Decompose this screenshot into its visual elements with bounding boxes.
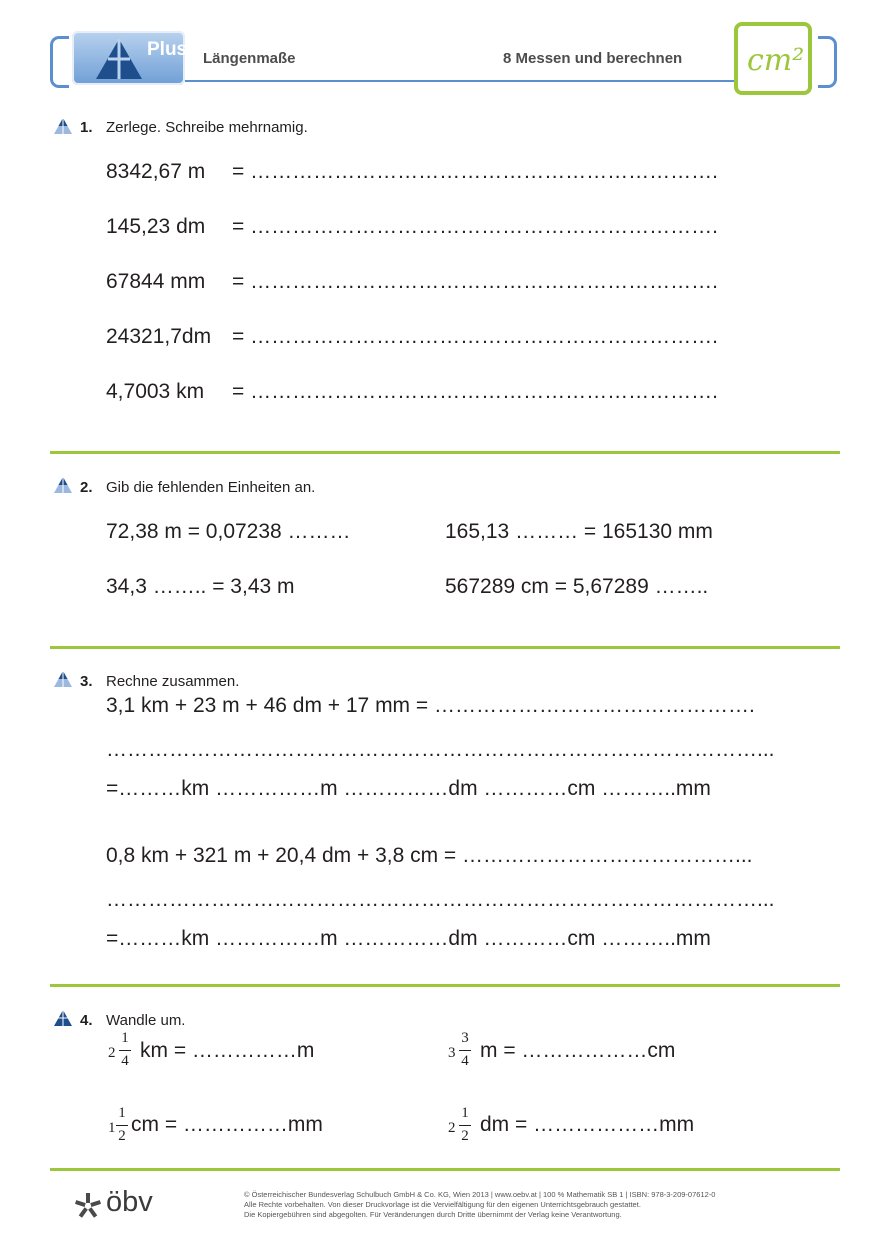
- task-1-answer-line[interactable]: = ………………………………………………………….: [232, 215, 718, 238]
- task-3-instruction: Rechne zusammen.: [106, 673, 240, 690]
- task-3-unit-line[interactable]: =………km ……………m ……………dm …………cm ………..mm: [106, 777, 711, 800]
- task-2-item[interactable]: 567289 cm = 5,67289 ……..: [445, 575, 709, 598]
- fraction-denominator: 2: [118, 1128, 126, 1144]
- task-difficulty-icon: [53, 117, 73, 135]
- fraction-whole: 3: [448, 1045, 456, 1061]
- cm2-badge: [734, 22, 812, 95]
- task-1-row-label: 24321,7dm: [106, 325, 212, 348]
- section-divider: [50, 646, 840, 649]
- task-1-answer-line[interactable]: = ………………………………………………………….: [232, 325, 718, 348]
- oebv-star-icon: [74, 1192, 102, 1220]
- fraction-numerator: 1: [118, 1105, 126, 1121]
- fraction-bar: [116, 1125, 128, 1126]
- fraction-bar: [459, 1125, 471, 1126]
- header-rule: [185, 80, 735, 82]
- task-4-number: 4.: [80, 1012, 93, 1029]
- task-4-conversion[interactable]: km = ……………m: [140, 1039, 315, 1062]
- task-3-number: 3.: [80, 673, 93, 690]
- task-difficulty-icon: [53, 476, 73, 494]
- publisher-logo: öbv: [106, 1186, 153, 1218]
- task-1-row-label: 145,23 dm: [106, 215, 206, 238]
- section-divider: [50, 1168, 840, 1171]
- header-chapter: 8 Messen und berechnen: [503, 50, 683, 67]
- fraction-numerator: 1: [121, 1030, 129, 1046]
- task-1-answer-line[interactable]: = ………………………………………………………….: [232, 380, 718, 403]
- task-2-item[interactable]: 72,38 m = 0,07238 ………: [106, 520, 351, 543]
- task-1-instruction: Zerlege. Schreibe mehrnamig.: [106, 119, 308, 136]
- task-1-answer-line[interactable]: = ………………………………………………………….: [232, 160, 718, 183]
- header-title: Längenmaße: [203, 50, 296, 67]
- footer-copyright: © Österreichischer Bundesverlag Schulbuch GmbH & Co. KG, Wien 2013 | www.oebv.at | 100 % Mathematik SB 1 | ISBN: 978-3-209-07612-0: [244, 1190, 716, 1199]
- task-2-item[interactable]: 34,3 …….. = 3,43 m: [106, 575, 295, 598]
- header-bracket-left: [50, 36, 69, 88]
- task-4-instruction: Wandle um.: [106, 1012, 186, 1029]
- plus-logo: [72, 31, 188, 85]
- section-divider: [50, 451, 840, 454]
- triangle-logo-icon: [94, 37, 144, 81]
- task-difficulty-icon: [53, 1009, 73, 1027]
- task-4-conversion[interactable]: m = ………………cm: [480, 1039, 676, 1062]
- task-1-row-label: 8342,67 m: [106, 160, 206, 183]
- task-difficulty-icon: [53, 670, 73, 688]
- task-2-item[interactable]: 165,13 ……… = 165130 mm: [445, 520, 713, 543]
- footer-disclaimer: Die Kopiergebühren sind abgegolten. Für Veränderungen durch Dritte übernimmt der Verlag keine Verantwortung.: [244, 1210, 622, 1219]
- cm2-badge-text: cm²: [747, 43, 805, 78]
- task-3-answer-line[interactable]: …………………………………………………………………………………...: [106, 738, 775, 761]
- task-1-row-label: 4,7003 km: [106, 380, 205, 403]
- plus-logo-text: Plus: [147, 39, 188, 60]
- task-3-equation[interactable]: 0,8 km + 321 m + 20,4 dm + 3,8 cm = …………………………………...: [106, 844, 753, 867]
- task-4-conversion[interactable]: cm = ……………mm: [131, 1113, 323, 1136]
- fraction-numerator: 3: [461, 1030, 469, 1046]
- task-1-answer-line[interactable]: = ………………………………………………………….: [232, 270, 718, 293]
- task-1-row-label: 67844 mm: [106, 270, 206, 293]
- fraction-whole: 2: [448, 1120, 456, 1136]
- footer-rights: Alle Rechte vorbehalten. Von dieser Druckvorlage ist die Vervielfältigung für den eigenen Unterrichtsgebrauch gestattet.: [244, 1200, 641, 1209]
- fraction-whole: 2: [108, 1045, 116, 1061]
- task-2-number: 2.: [80, 479, 93, 496]
- fraction-denominator: 4: [461, 1053, 469, 1069]
- task-3-equation[interactable]: 3,1 km + 23 m + 46 dm + 17 mm = ……………………………………….: [106, 694, 755, 717]
- fraction-denominator: 2: [461, 1128, 469, 1144]
- header-bracket-right: [818, 36, 837, 88]
- task-2-instruction: Gib die fehlenden Einheiten an.: [106, 479, 316, 496]
- fraction-denominator: 4: [121, 1053, 129, 1069]
- task-3-unit-line[interactable]: =………km ……………m ……………dm …………cm ………..mm: [106, 927, 711, 950]
- section-divider: [50, 984, 840, 987]
- fraction-bar: [119, 1050, 131, 1051]
- task-1-number: 1.: [80, 119, 93, 136]
- fraction-whole: 1: [108, 1120, 116, 1136]
- task-3-answer-line[interactable]: …………………………………………………………………………………...: [106, 888, 775, 911]
- task-4-conversion[interactable]: dm = ………………mm: [480, 1113, 695, 1136]
- fraction-numerator: 1: [461, 1105, 469, 1121]
- fraction-bar: [459, 1050, 471, 1051]
